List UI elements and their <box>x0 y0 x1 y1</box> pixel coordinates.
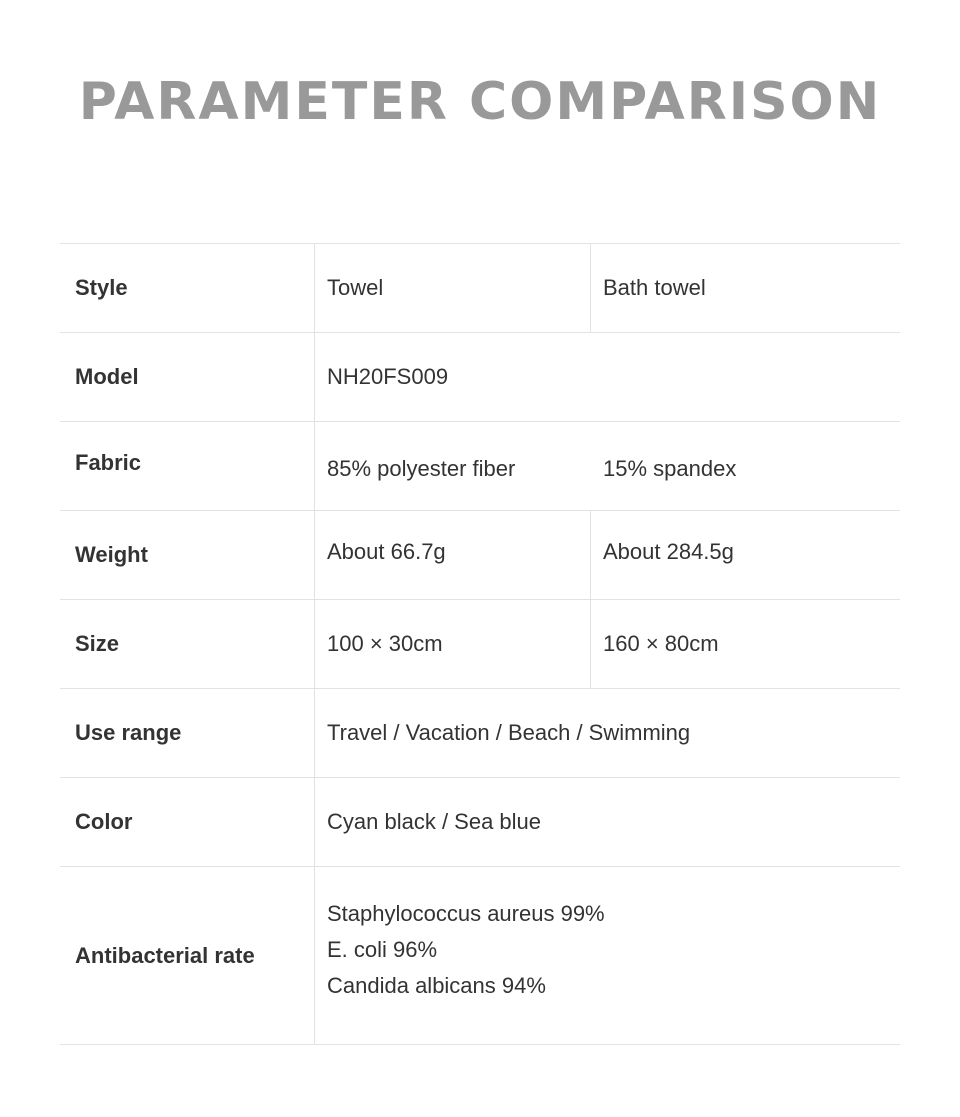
column-divider <box>314 244 315 332</box>
table-row-color <box>60 778 900 867</box>
column-divider <box>314 333 315 421</box>
row-value: 85% polyester fiber <box>327 456 516 481</box>
row-label: Use range <box>75 720 182 745</box>
table-row-style <box>60 244 900 333</box>
row-label: Antibacterial rate <box>75 942 255 968</box>
row-value: Towel <box>327 275 384 300</box>
column-divider <box>314 422 315 510</box>
table-row-model <box>60 333 900 422</box>
column-divider <box>590 600 591 688</box>
row-value: About 66.7g <box>327 539 446 564</box>
page-title: PARAMETER COMPARISON <box>78 72 882 132</box>
table-row-weight <box>60 511 900 600</box>
row-value: Candida albicans 94% <box>327 972 546 998</box>
column-divider <box>314 511 315 599</box>
column-divider <box>314 778 315 866</box>
row-value-list <box>327 867 605 1044</box>
column-divider <box>590 244 591 332</box>
row-label: Style <box>75 275 128 300</box>
row-value: Cyan black / Sea blue <box>327 809 542 834</box>
column-divider <box>314 689 315 777</box>
row-value: Bath towel <box>603 275 706 300</box>
row-value: 160 × 80cm <box>603 631 719 656</box>
row-label: Color <box>75 809 133 834</box>
table-row-use-range <box>60 689 900 778</box>
row-label: Fabric <box>75 450 142 475</box>
parameter-table <box>60 243 900 1045</box>
row-value: E. coli 96% <box>327 936 438 962</box>
row-label: Model <box>75 364 139 389</box>
column-divider <box>314 600 315 688</box>
table-row-fabric <box>60 422 900 511</box>
column-divider <box>590 511 591 599</box>
row-value: 100 × 30cm <box>327 631 443 656</box>
row-value: Travel / Vacation / Beach / Swimming <box>327 720 691 745</box>
row-value: 15% spandex <box>603 456 737 481</box>
row-label: Size <box>75 631 120 656</box>
table-row-antibacterial-rate <box>60 867 900 1045</box>
table-row-size <box>60 600 900 689</box>
row-value: About 284.5g <box>603 539 734 564</box>
row-value: Staphylococcus aureus 99% <box>327 900 605 926</box>
column-divider <box>314 867 315 1044</box>
row-label: Weight <box>75 542 148 567</box>
row-value: NH20FS009 <box>327 364 449 389</box>
